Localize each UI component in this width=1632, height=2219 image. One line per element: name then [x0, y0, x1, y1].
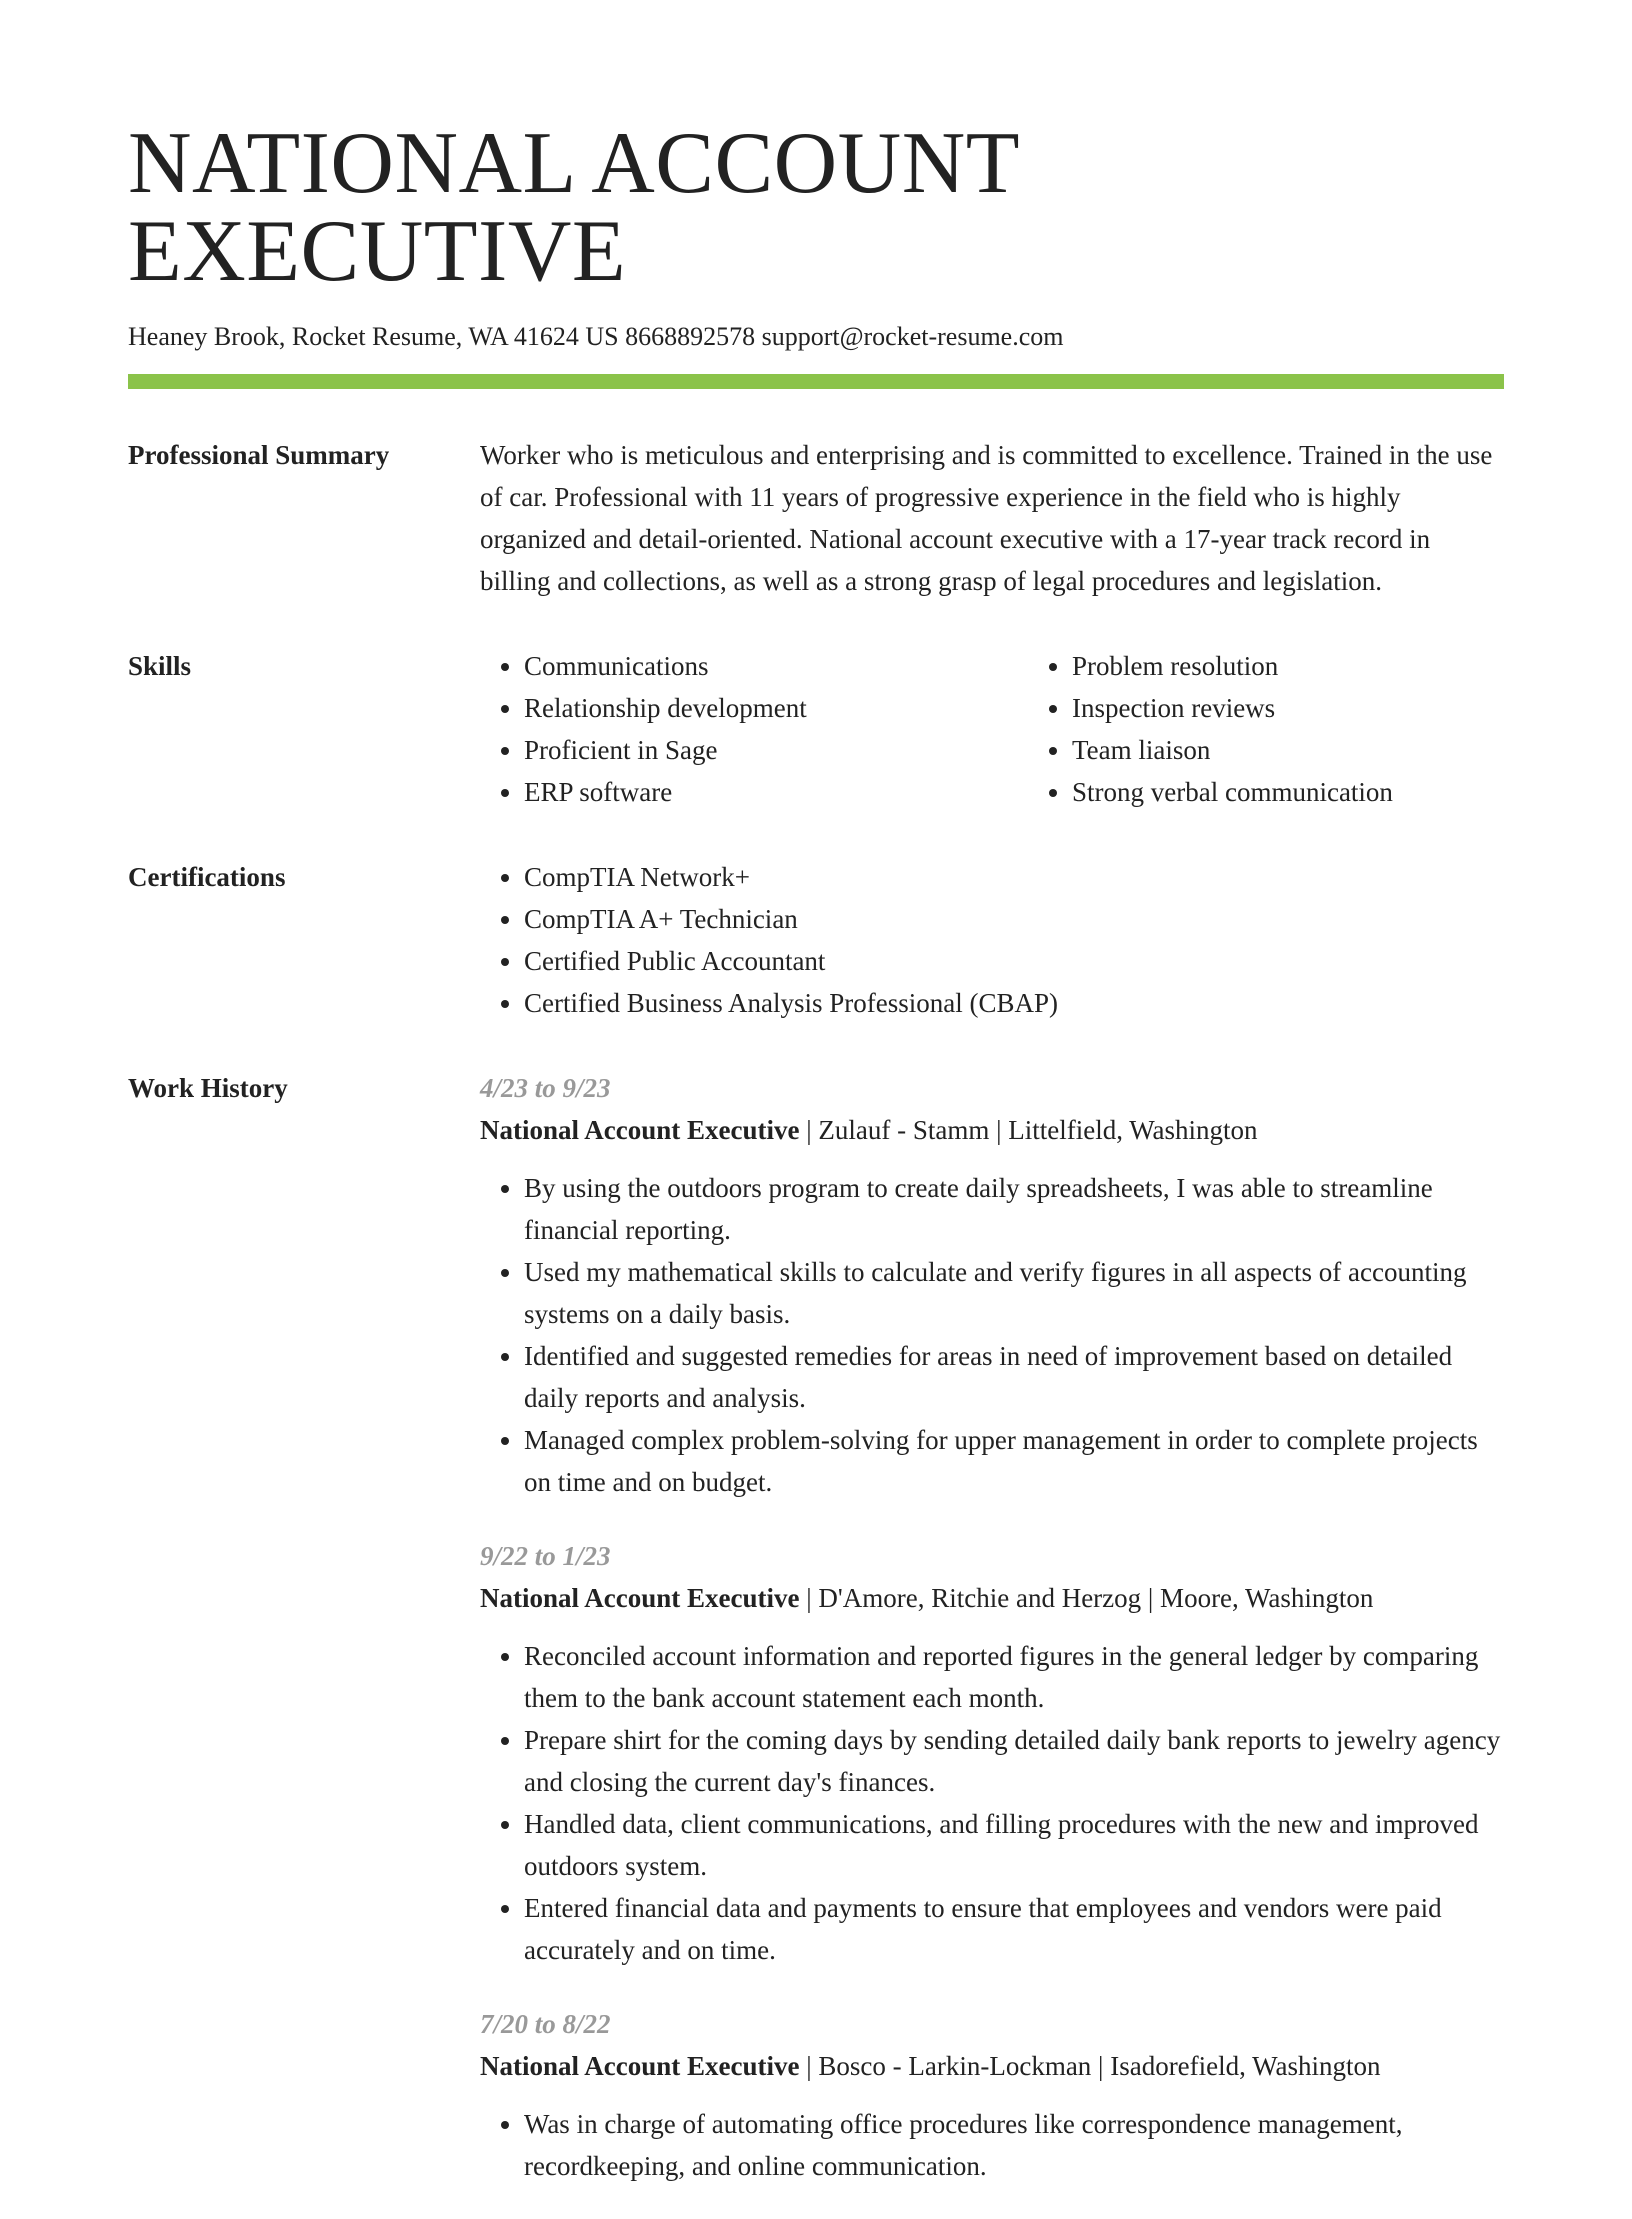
job-dates: 4/23 to 9/23 [480, 1072, 611, 1103]
job-details: | D'Amore, Ritchie and Herzog | Moore, Washington [799, 1582, 1374, 1613]
job-bullet: • Entered financial data and payments to ensure that employees and vendors were paid accurately and on time. [524, 1887, 1504, 1971]
skill-item: • ERP software [524, 771, 1028, 813]
job-role: National Account Executive [480, 1582, 800, 1613]
job-bullet: • Reconciled account information and reported figures in the general ledger by comparing them to the bank account statement each month. [524, 1635, 1504, 1719]
certifications-section [128, 861, 1504, 1024]
skills-list-right [1028, 645, 1576, 813]
summary-text: Worker who is meticulous and enterprising and is committed to excellence. Trained in the use of car. Professional with 11 years of progressive experience in the field who is highly organized and detail-oriented. National account executive with a 17-year track record in billing and collections, as well as a strong grasp of legal procedures and legislation. [480, 439, 1493, 596]
certification-item: • CompTIA Network+ [524, 856, 1504, 898]
certification-item: • Certified Public Accountant [524, 940, 1504, 982]
job-bullets [480, 1167, 1504, 1503]
resume-page [128, 115, 1504, 2219]
job-bullet: • Handled data, client communications, and filling procedures with the new and improved outdoors system. [524, 1803, 1504, 1887]
certifications-label: Certifications [128, 861, 286, 892]
skill-item: • Strong verbal communication [1072, 771, 1576, 813]
job-bullet: • Used my mathematical skills to calculate and verify figures in all aspects of accounting systems on a daily basis. [524, 1251, 1504, 1335]
work-history-label: Work History [128, 1072, 288, 1103]
job-entry [480, 1535, 1504, 1971]
summary-section [128, 439, 1504, 602]
skills-section [128, 650, 1504, 813]
job-bullet: • Prepare shirt for the coming days by sending detailed daily bank reports to jewelry agency and closing the current day's finances. [524, 1719, 1504, 1803]
job-dates: 9/22 to 1/23 [480, 1540, 611, 1571]
certifications-list [480, 856, 1504, 1024]
job-header [480, 1577, 1504, 1619]
skill-item: • Relationship development [524, 687, 1028, 729]
job-bullet: • By using the outdoors program to create daily spreadsheets, I was able to streamline financial reporting. [524, 1167, 1504, 1251]
job-header [480, 1109, 1504, 1151]
job-entry [480, 2003, 1504, 2187]
job-bullets [480, 2103, 1504, 2187]
job-role: National Account Executive [480, 1114, 800, 1145]
contact-info: Heaney Brook, Rocket Resume, WA 41624 US 8668892578 support@rocket-resume.com [128, 322, 1064, 351]
job-header [480, 2045, 1504, 2087]
job-role: National Account Executive [480, 2050, 800, 2081]
skill-item: • Team liaison [1072, 729, 1576, 771]
skill-item: • Proficient in Sage [524, 729, 1028, 771]
header-divider [128, 374, 1504, 389]
job-details: | Bosco - Larkin-Lockman | Isadorefield, Washington [799, 2050, 1381, 2081]
skill-item: • Problem resolution [1072, 645, 1576, 687]
resume-title: NATIONAL ACCOUNT EXECUTIVE [128, 115, 1019, 300]
skill-item: • Inspection reviews [1072, 687, 1576, 729]
certification-item: • CompTIA A+ Technician [524, 898, 1504, 940]
job-entry [480, 1067, 1504, 1503]
job-dates: 7/20 to 8/22 [480, 2008, 611, 2039]
skill-item: • Communications [524, 645, 1028, 687]
job-bullet: • Managed complex problem-solving for upper management in order to complete projects on time and on budget. [524, 1419, 1504, 1503]
skills-label: Skills [128, 650, 192, 681]
job-bullets [480, 1635, 1504, 1971]
job-bullet: • Was in charge of automating office procedures like correspondence management, recordkeeping, and online communication. [524, 2103, 1504, 2187]
work-history-section [128, 1072, 1504, 2219]
skills-list-left [480, 645, 1028, 813]
summary-label: Professional Summary [128, 439, 390, 470]
certification-item: • Certified Business Analysis Professional (CBAP) [524, 982, 1504, 1024]
job-bullet: • Identified and suggested remedies for areas in need of improvement based on detailed daily reports and analysis. [524, 1335, 1504, 1419]
job-details: | Zulauf - Stamm | Littelfield, Washington [799, 1114, 1258, 1145]
